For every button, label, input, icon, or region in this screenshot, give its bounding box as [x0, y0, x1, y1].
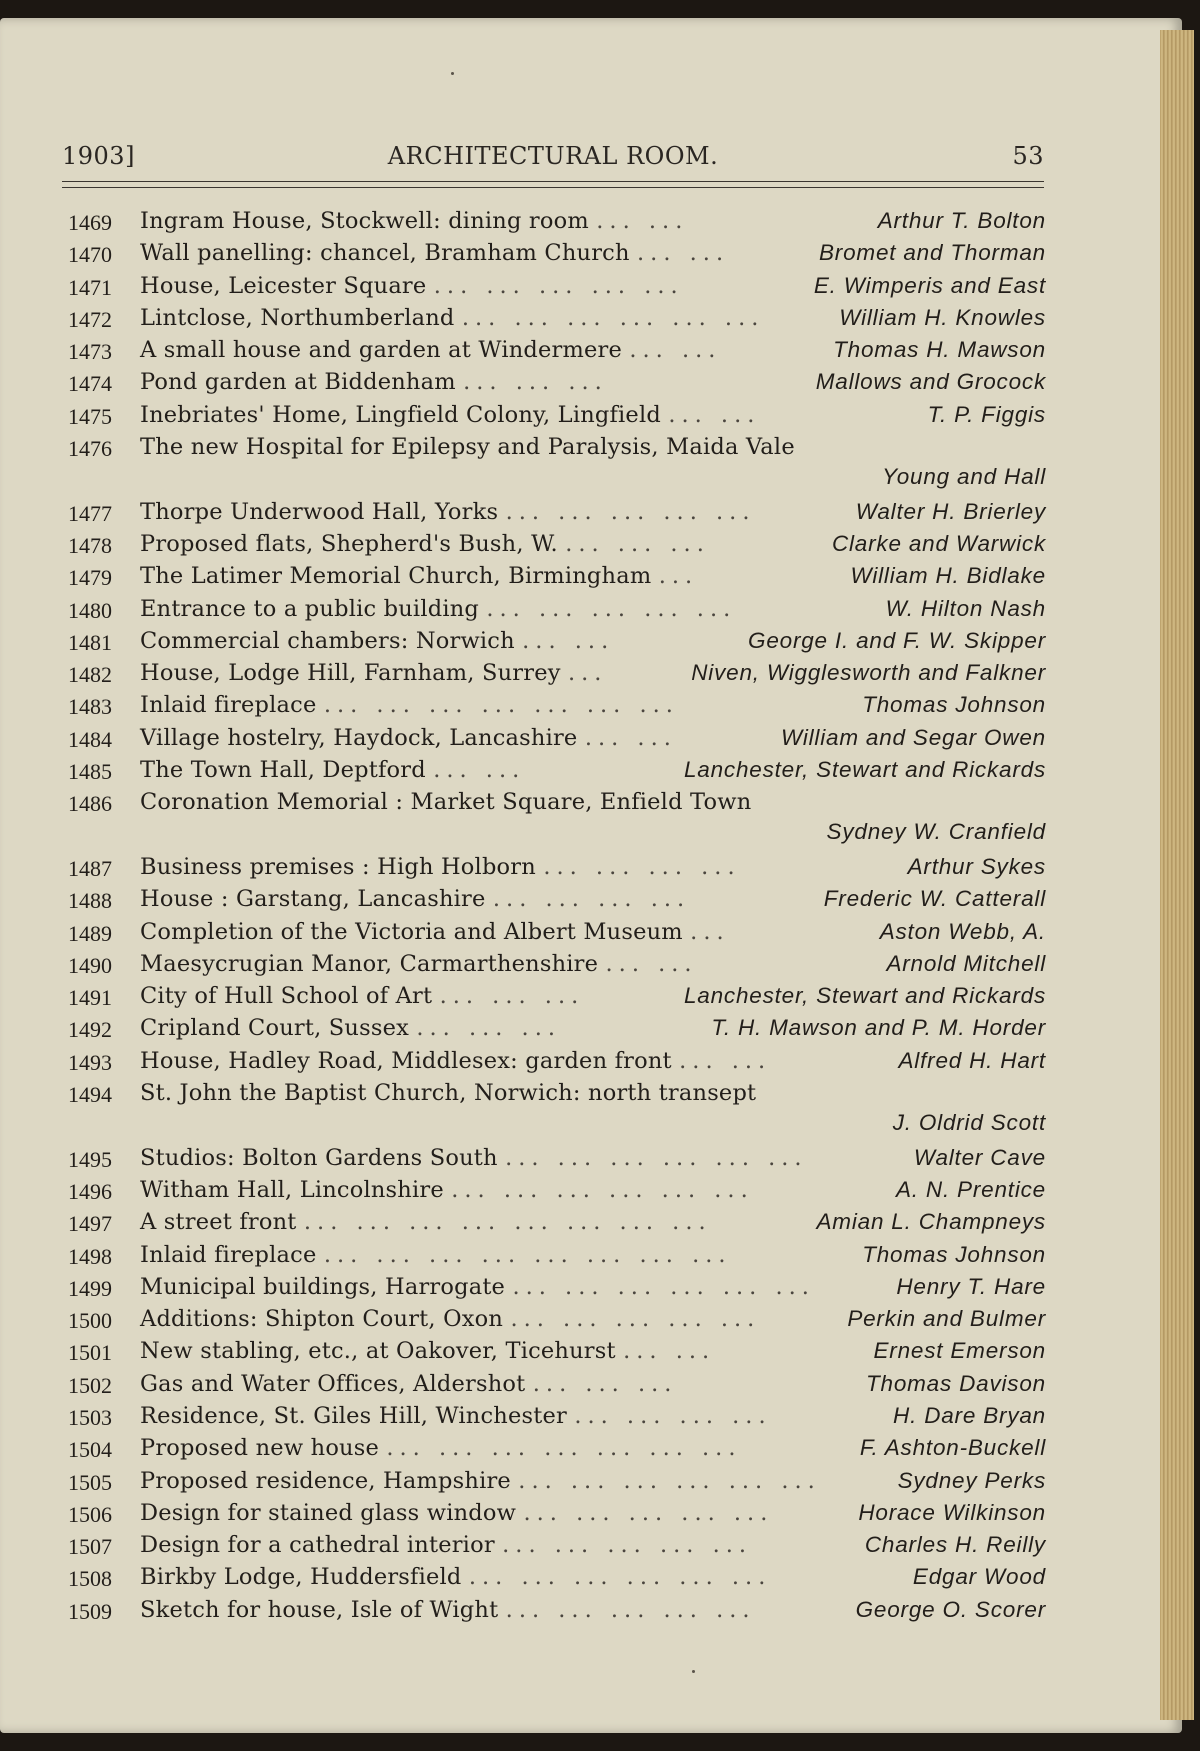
- entry-title: City of Hull School of Art: [140, 983, 433, 1010]
- catalogue-entry: [62, 1078, 1046, 1143]
- entry-title-line: [140, 951, 698, 977]
- entry-title: Inebriates' Home, Lingfield Colony, Lingfield: [140, 401, 661, 428]
- entry-title: Witham Hall, Lincolnshire: [140, 1176, 444, 1203]
- entry-architect: T. H. Mawson and P. M. Horder: [711, 1015, 1046, 1041]
- entry-title: Proposed new house: [140, 1435, 380, 1462]
- entry-number: 1473: [68, 339, 112, 365]
- catalogue-entry: [62, 755, 1046, 787]
- leader-dots: ... ... ... ... ...: [505, 498, 756, 525]
- leader-dots: ... ...: [637, 240, 730, 267]
- entry-title: House : Garstang, Lancashire: [140, 886, 486, 913]
- leader-dots: ...: [658, 563, 699, 590]
- catalogue-entry: [62, 852, 1046, 884]
- catalogue-entry: [62, 497, 1046, 529]
- entry-number: 1497: [68, 1211, 112, 1237]
- leader-dots: ... ... ... ... ... ... ...: [386, 1435, 742, 1462]
- entry-title: The Town Hall, Deptford: [140, 757, 426, 784]
- catalogue-entry: [62, 787, 1046, 852]
- running-header: [62, 142, 1044, 176]
- leader-dots: ... ... ... ... ...: [502, 1532, 753, 1559]
- entry-title-line: [140, 1209, 712, 1235]
- entry-architect: Sydney W. Cranfield: [826, 819, 1046, 845]
- entry-title: Completion of the Victoria and Albert Museum: [140, 918, 683, 945]
- leader-dots: ... ... ... ... ... ...: [451, 1176, 754, 1203]
- entry-title: Wall panelling: chancel, Bramham Church: [140, 240, 630, 267]
- catalogue-entry: [62, 400, 1046, 432]
- entry-architect: Bromet and Thorman: [819, 240, 1046, 266]
- leader-dots: ... ...: [623, 1338, 716, 1365]
- entry-number: 1493: [68, 1049, 112, 1075]
- catalogue-entry: [62, 884, 1046, 916]
- catalogue-entry: [62, 981, 1046, 1013]
- entry-title: St. John the Baptist Church, Norwich: north transept: [140, 1080, 757, 1107]
- entry-architect: Thomas Johnson: [862, 1241, 1046, 1267]
- catalogue-entry: [62, 432, 1046, 497]
- entry-number: 1503: [68, 1404, 112, 1430]
- entry-title: Birkby Lodge, Huddersfield: [140, 1564, 462, 1591]
- entry-title-line: [140, 1403, 772, 1429]
- paper-speck: [692, 1670, 695, 1673]
- entry-number: 1504: [68, 1437, 112, 1463]
- catalogue-entry: [62, 690, 1046, 722]
- entry-title-line: [140, 1177, 754, 1203]
- entry-architect: Walter Cave: [913, 1144, 1046, 1170]
- entry-number: 1471: [68, 274, 112, 300]
- entry-title: Additions: Shipton Court, Oxon: [140, 1306, 504, 1333]
- scan-bottom-border: [0, 1733, 1200, 1751]
- entry-architect: E. Wimperis and East: [813, 272, 1046, 298]
- entry-title: Ingram House, Stockwell: dining room: [140, 208, 589, 234]
- entry-title: Design for stained glass window: [140, 1499, 517, 1526]
- entry-number: 1509: [68, 1598, 112, 1624]
- entry-title: Municipal buildings, Harrogate: [140, 1273, 506, 1300]
- entry-title-line: [140, 1435, 741, 1461]
- catalogue-entry: [62, 1498, 1046, 1530]
- entry-title-line: [140, 692, 679, 718]
- entry-title-line: [140, 1338, 715, 1364]
- entry-architect: Aston Webb, A.: [879, 918, 1046, 944]
- entry-number: 1496: [68, 1178, 112, 1204]
- leader-dots: ... ... ...: [439, 983, 585, 1010]
- entry-title: Pond garden at Biddenham: [140, 369, 456, 396]
- leader-dots: ... ... ... ... ... ...: [518, 1467, 821, 1494]
- entry-number: 1482: [68, 662, 112, 688]
- leader-dots: ... ... ... ... ...: [486, 595, 737, 622]
- entry-title-line: [140, 499, 755, 525]
- catalogue-entry: [62, 1433, 1046, 1465]
- catalogue-entry: [62, 1562, 1046, 1594]
- entry-number: 1472: [68, 306, 112, 332]
- leader-dots: ... ... ... ... ...: [505, 1596, 756, 1623]
- page-title: ARCHITECTURAL ROOM.: [387, 142, 719, 170]
- catalogue-entry: [62, 238, 1046, 270]
- leader-dots: ... ...: [584, 724, 677, 751]
- catalogue-entry: [62, 271, 1046, 303]
- entry-title-line: [140, 1015, 561, 1041]
- entry-title-line: [140, 273, 684, 299]
- entry-title-line: [140, 983, 584, 1009]
- entry-architect: Charles H. Reilly: [864, 1532, 1046, 1558]
- entry-architect: Lanchester, Stewart and Rickards: [683, 983, 1046, 1009]
- entry-title-line: [140, 1274, 815, 1300]
- catalogue-entry: [62, 1401, 1046, 1433]
- leader-dots: ... ... ...: [565, 530, 710, 557]
- entry-number: 1498: [68, 1243, 112, 1269]
- entry-architect: A. N. Prentice: [895, 1176, 1046, 1202]
- entry-title: New stabling, etc., at Oakover, Ticehurst: [140, 1338, 616, 1365]
- entry-architect: F. Ashton-Buckell: [859, 1435, 1046, 1461]
- catalogue-entry: [62, 529, 1046, 561]
- page-number: 53: [1012, 142, 1044, 170]
- entry-architect: Frederic W. Catterall: [823, 886, 1046, 912]
- entry-number: 1502: [68, 1372, 112, 1398]
- catalogue-entry: [62, 1466, 1046, 1498]
- leader-dots: ... ...: [522, 627, 615, 654]
- entry-title: House, Lodge Hill, Farnham, Surrey: [140, 660, 561, 687]
- header-rule: [62, 181, 1044, 188]
- entry-architect: Walter H. Brierley: [855, 498, 1046, 524]
- entry-title-line: [140, 1468, 821, 1494]
- catalogue-entry: [62, 917, 1046, 949]
- entry-number: 1491: [68, 985, 112, 1011]
- entry-number: 1476: [68, 436, 112, 462]
- leader-dots: ... ...: [668, 401, 761, 428]
- entry-title: Proposed residence, Hampshire: [140, 1467, 511, 1494]
- leader-dots: ... ... ... ... ...: [510, 1306, 761, 1333]
- entry-title: Gas and Water Offices, Aldershot: [140, 1370, 526, 1397]
- entry-title-line: [140, 337, 721, 363]
- entry-architect: Thomas Johnson: [862, 692, 1046, 718]
- entry-number: 1488: [68, 888, 112, 914]
- leader-dots: ... ... ... ... ...: [433, 272, 684, 299]
- leader-dots: ...: [690, 918, 730, 945]
- catalogue-list: [62, 206, 1046, 1627]
- entry-architect: T. P. Figgis: [927, 401, 1046, 427]
- entry-number: 1507: [68, 1534, 112, 1560]
- entry-architect: Niven, Wigglesworth and Falkner: [691, 660, 1046, 686]
- entry-number: 1505: [68, 1469, 112, 1495]
- entry-title: Village hostelry, Haydock, Lancashire: [140, 724, 578, 751]
- leader-dots: ... ... ... ... ... ... ... ...: [323, 1241, 732, 1268]
- entry-title-line: [140, 789, 751, 815]
- entry-number: 1484: [68, 726, 112, 752]
- entry-title: Thorpe Underwood Hall, Yorks: [140, 498, 499, 525]
- entry-title: Cripland Court, Sussex: [140, 1015, 409, 1042]
- entry-title-line: [140, 208, 688, 234]
- entry-title-line: [140, 563, 698, 589]
- entry-architect: J. Oldrid Scott: [892, 1110, 1046, 1136]
- entry-architect: Arnold Mitchell: [886, 950, 1046, 976]
- leader-dots: ... ... ...: [532, 1370, 678, 1397]
- entry-number: 1495: [68, 1146, 112, 1172]
- leader-dots: ... ...: [629, 337, 722, 364]
- page-stack-edge: [1160, 30, 1194, 1720]
- catalogue-entry: [62, 1272, 1046, 1304]
- catalogue-entry: [62, 1336, 1046, 1368]
- entry-title: Maesycrugian Manor, Carmarthenshire: [140, 950, 599, 977]
- entry-architect: Edgar Wood: [912, 1564, 1046, 1590]
- entry-architect: H. Dare Bryan: [893, 1402, 1046, 1428]
- leader-dots: ... ... ... ...: [574, 1402, 772, 1429]
- leader-dots: ... ... ... ... ... ... ... ...: [303, 1209, 712, 1236]
- leader-dots: ... ...: [679, 1047, 772, 1074]
- leader-dots: ... ...: [605, 950, 698, 977]
- entry-number: 1490: [68, 952, 112, 978]
- entry-architect: Henry T. Hare: [896, 1273, 1046, 1299]
- entry-title: A small house and garden at Windermere: [140, 337, 623, 364]
- entry-architect: Thomas H. Mawson: [833, 337, 1046, 363]
- catalogue-entry: [62, 335, 1046, 367]
- catalogue-entry: [62, 1369, 1046, 1401]
- entry-title: Business premises : High Holborn: [140, 853, 536, 880]
- leader-dots: ... ... ... ... ... ...: [512, 1273, 815, 1300]
- catalogue-entry: [62, 1046, 1046, 1078]
- entry-number: 1485: [68, 759, 112, 785]
- entry-title-line: [140, 434, 795, 460]
- leader-dots: ... ... ... ... ... ...: [461, 304, 765, 331]
- entry-title-line: [140, 1597, 756, 1623]
- entry-architect: Amian L. Champneys: [816, 1209, 1046, 1235]
- entry-architect: William H. Bidlake: [850, 563, 1046, 589]
- entry-title: Lintclose, Northumberland: [140, 304, 455, 331]
- entry-architect: Perkin and Bulmer: [847, 1306, 1046, 1332]
- entry-number: 1500: [68, 1308, 112, 1334]
- paper-speck: [451, 72, 454, 75]
- entry-architect: William and Segar Owen: [780, 724, 1046, 750]
- entry-number: 1494: [68, 1082, 112, 1108]
- entry-number: 1481: [68, 629, 112, 655]
- catalogue-entry: [62, 1143, 1046, 1175]
- entry-title-line: [140, 1306, 760, 1332]
- catalogue-entry: [62, 1530, 1046, 1562]
- entry-number: 1479: [68, 565, 112, 591]
- entry-title: Inlaid fireplace: [140, 692, 317, 719]
- entry-title-line: [140, 886, 690, 912]
- entry-title-line: [140, 757, 525, 783]
- entry-number: 1469: [68, 210, 112, 235]
- catalogue-entry: [62, 206, 1046, 238]
- entry-title-line: [140, 1564, 771, 1590]
- entry-number: 1477: [68, 500, 112, 526]
- catalogue-entry: [62, 1207, 1046, 1239]
- entry-architect: Lanchester, Stewart and Rickards: [683, 757, 1046, 783]
- catalogue-entry: [62, 1013, 1046, 1045]
- entry-title-line: [140, 1080, 756, 1106]
- header-year: 1903]: [62, 142, 135, 170]
- entry-number: 1489: [68, 920, 112, 946]
- entry-title: Proposed flats, Shepherd's Bush, W.: [140, 530, 558, 557]
- leader-dots: ...: [568, 660, 608, 687]
- leader-dots: ... ... ... ... ...: [523, 1499, 774, 1526]
- entry-title-line: [140, 1145, 808, 1171]
- entry-number: 1480: [68, 597, 112, 623]
- entry-number: 1499: [68, 1275, 112, 1301]
- entry-title-line: [140, 1048, 771, 1074]
- entry-number: 1478: [68, 532, 112, 558]
- catalogue-entry: [62, 626, 1046, 658]
- entry-title: Commercial chambers: Norwich: [140, 627, 515, 654]
- entry-title-line: [140, 305, 764, 331]
- entry-number: 1508: [68, 1566, 112, 1592]
- entry-architect: Arthur Sykes: [907, 853, 1046, 879]
- entry-title: The Latimer Memorial Church, Birmingham: [140, 563, 652, 590]
- leader-dots: ... ...: [596, 208, 689, 234]
- entry-title-line: [140, 660, 607, 686]
- entry-architect: W. Hilton Nash: [885, 595, 1046, 621]
- leader-dots: ... ... ... ... ... ...: [505, 1144, 808, 1171]
- entry-number: 1487: [68, 855, 112, 881]
- catalogue-entry: [62, 303, 1046, 335]
- entry-number: 1486: [68, 791, 112, 817]
- catalogue-entry: [62, 594, 1046, 626]
- entry-title: House, Leicester Square: [140, 272, 427, 299]
- entry-title: The new Hospital for Epilepsy and Paralysis, Maida Vale: [140, 434, 795, 461]
- entry-title-line: [140, 369, 608, 395]
- entry-number: 1506: [68, 1501, 112, 1527]
- catalogue-entry: [62, 1595, 1046, 1627]
- entry-architect: Ernest Emerson: [873, 1338, 1046, 1364]
- entry-architect: Arthur T. Bolton: [877, 208, 1046, 233]
- entry-architect: George I. and F. W. Skipper: [748, 627, 1046, 653]
- entry-title: House, Hadley Road, Middlesex: garden front: [140, 1047, 672, 1074]
- catalogue-entry: [62, 658, 1046, 690]
- entry-title-line: [140, 854, 741, 880]
- leader-dots: ... ... ... ... ... ...: [468, 1564, 772, 1591]
- catalogue-entry: [62, 1175, 1046, 1207]
- entry-title-line: [140, 1500, 773, 1526]
- entry-architect: Thomas Davison: [865, 1370, 1046, 1396]
- entry-title: Inlaid fireplace: [140, 1241, 317, 1268]
- catalogue-entry: [62, 1304, 1046, 1336]
- entry-title: Design for a cathedral interior: [140, 1532, 495, 1559]
- entry-number: 1475: [68, 403, 112, 429]
- entry-title-line: [140, 402, 760, 428]
- entry-architect: Mallows and Grocock: [815, 369, 1046, 395]
- entry-number: 1492: [68, 1017, 112, 1043]
- catalogue-entry: [62, 723, 1046, 755]
- entry-title-line: [140, 1371, 677, 1397]
- entry-architect: George O. Scorer: [855, 1596, 1046, 1622]
- catalogue-entry: [62, 561, 1046, 593]
- entry-title-line: [140, 1242, 732, 1268]
- catalogue-entry: [62, 1240, 1046, 1272]
- entry-architect: Alfred H. Hart: [898, 1047, 1046, 1073]
- entry-number: 1474: [68, 371, 112, 397]
- entry-number: 1501: [68, 1340, 112, 1366]
- entry-title: Residence, St. Giles Hill, Winchester: [140, 1402, 567, 1429]
- catalogue-entry: [62, 367, 1046, 399]
- catalogue-entry: [62, 949, 1046, 981]
- entry-architect: William H. Knowles: [839, 304, 1046, 330]
- entry-number: 1470: [68, 242, 112, 268]
- entry-title-line: [140, 919, 730, 945]
- leader-dots: ... ... ...: [463, 369, 608, 396]
- entry-architect: Young and Hall: [882, 464, 1046, 490]
- entry-title-line: [140, 628, 614, 654]
- entry-architect: Sydney Perks: [897, 1467, 1046, 1493]
- entry-title: Sketch for house, Isle of Wight: [140, 1596, 499, 1623]
- entry-title: Studios: Bolton Gardens South: [140, 1144, 498, 1171]
- entry-architect: Clarke and Warwick: [831, 530, 1046, 556]
- entry-title-line: [140, 725, 677, 751]
- entry-title-line: [140, 1532, 752, 1558]
- entry-title-line: [140, 531, 710, 557]
- entry-number: 1483: [68, 694, 112, 720]
- leader-dots: ... ... ... ... ... ... ...: [323, 692, 679, 719]
- entry-title-line: [140, 240, 729, 266]
- entry-architect: Horace Wilkinson: [858, 1499, 1046, 1525]
- leader-dots: ... ... ...: [416, 1015, 562, 1042]
- entry-title: Coronation Memorial : Market Square, Enfield Town: [140, 789, 752, 816]
- entry-title: Entrance to a public building: [140, 595, 480, 622]
- leader-dots: ... ...: [433, 757, 526, 784]
- leader-dots: ... ... ... ...: [492, 886, 691, 913]
- entry-title-line: [140, 596, 736, 622]
- entry-title: A street front: [140, 1209, 297, 1236]
- leader-dots: ... ... ... ...: [543, 853, 741, 880]
